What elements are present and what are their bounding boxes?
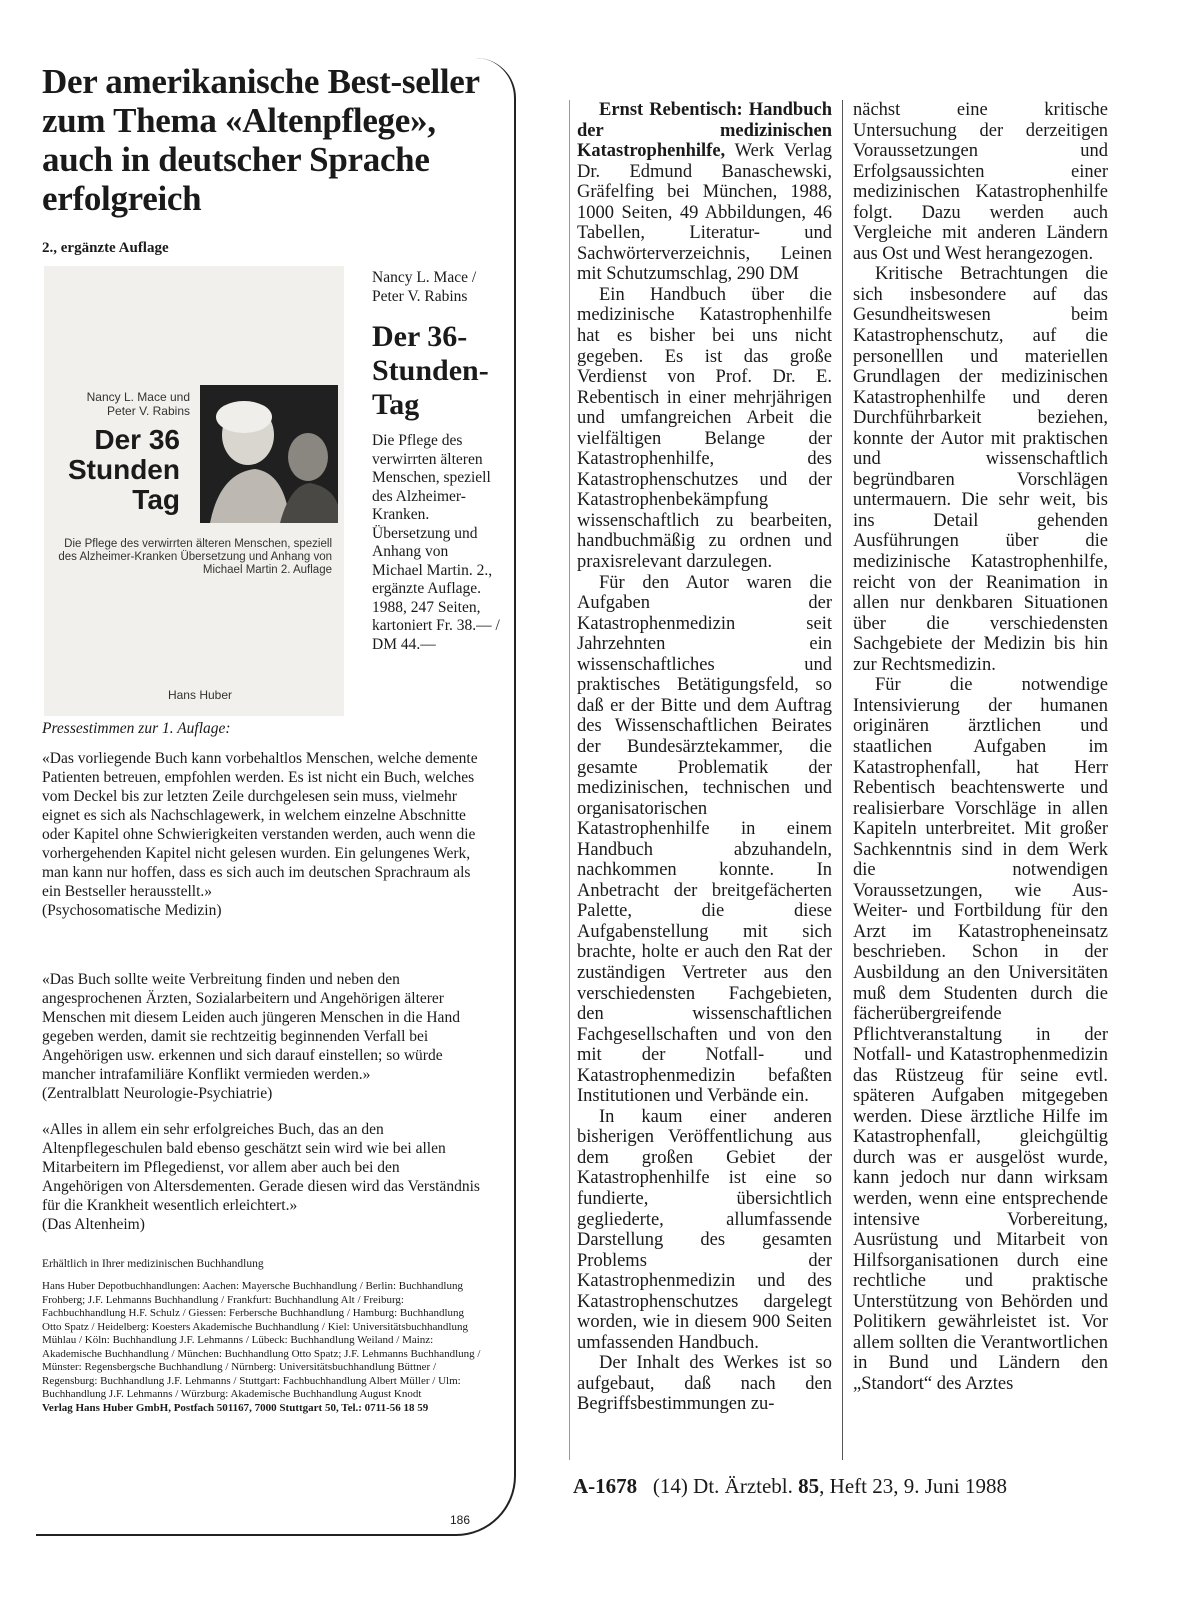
review-paragraph: Für die notwendige Intensivierung der humanen originären ärztlichen und staatlichen Aufgaben im Katastrophenfall, hat Herr Rebentisch beachtenswerte und realisierbare Vorschläge in allen Kapiteln unterbreitet. Mit großer Sachkenntnis sind in dem Werk die notwendigen Voraussetzungen, wie Aus-Weiter- und Fortbildung für den Arzt im Katastropheneinsatz beschrieben. Schon in der Ausbildung an den Universitäten muß dem Studenten durch die fächerübergreifende Pflichtveranstaltung in der Notfall- und Katastrophenmedizin das Rüstzeug für seine evtl. späteren Aufgaben mitgegeben werden. Diese ärztliche Hilfe im Katastrophenfall, gleichgültig durch was er ausgelöst wurde, kann jedoch nur dann wirksam werden, wenn eine entsprechende intensive Vorbereitung, Ausrüstung und Mitarbeit von Hilfsorganisationen durch eine rechtliche und praktische Unterstützung von Behörden und Politikern gewährleistet ist. Vor allem sollten die Verantwortlichen in Bund und Ländern den „Standort“ des Arztes [853, 675, 1108, 1394]
press-quote-text: «Das vorliegende Buch kann vorbehaltlos Menschen, welche demente Patienten betreuen, empfohlen werden. Es ist nicht ein Buch, welches vom Deckel bis zur letzten Zeile durchgelesen sein muss, vielmehr eignet es sich als Nachschlagewerk, in welchem einzelne Abschnitte oder Kapitel ohne Schwierigkeiten verstanden werden, auch wenn die vorhergehenden Kapitel nicht gelesen wurden. Ein gelungenes Werk, man kann nur hoffen, dass es sich auch im deutschen Sprachraum als ein Bestseller herausstellt.» [42, 750, 478, 900]
ad-book-description: Die Pflege des verwirrten älteren Menschen, speziell des Alzheimer-Kranken. Übersetzung und Anhang von Michael Martin. 2., ergänzte Auflage. 1988, 247 Seiten, kartoniert Fr. 38.— / DM 44.— [372, 432, 500, 653]
ad-headline: Der amerikanische Best-seller zum Thema «Altenpflege», auch in deutscher Sprache erfolgreich [42, 62, 480, 218]
ad-page-number: 186 [450, 1513, 471, 1527]
review-citation [577, 100, 832, 285]
dealer-text: Hans Huber Depotbuchhandlungen: Aachen: Mayersche Buchhandlung / Berlin: Buchhandlung Frohberg; J.F. Lehmanns Buchhandlung / Frankfurt: Buchhandlung Alt / Freiburg: Fachbuchhandlung H.F. Schulz / Giessen: Ferbersche Buchhandlung / Hamburg: Buchhandlung Otto Spatz / Heidelberg: Koesters Akademische Buchhandlung / Kiel: Universitätsbuchhandlung Mühlau / Köln: Buchhandlung J.F. Lehmanns / Lübeck: Buchhandlung Weiland / Mainz: Akademische Buchhandlung / München: Buchhandlung Otto Spatz; J.F. Lehmanns Buchhandlung / Münster: Regensbergsche Buchhandlung / Nürnberg: Universitätsbuchhandlung Büttner / Regensburg: Buchhandlung J.F. Lehmanns / Stuttgart: Fachbuchhandlung Albert Müller / Ulm: Buchhandlung J.F. Lehmanns / Würzburg: Akademische Buchhandlung August Knodt [42, 1280, 481, 1400]
cover-authors: Nancy L. Mace und Peter V. Rabins [86, 390, 190, 418]
press-quote-source: (Psychosomatische Medizin) [42, 902, 222, 919]
press-heading: Pressestimmen zur 1. Auflage: [42, 720, 231, 737]
press-quote [42, 970, 482, 1103]
cover-subtitle: Die Pflege des verwirrten älteren Menschen, speziell des Alzheimer-Kranken Übersetzung und Anhang von Michael Martin 2. Auflage [58, 538, 332, 576]
press-quote-text: «Alles in allem ein sehr erfolgreiches Buch, das an den Altenpflegeschulen bald ebenso geschätzt sein wird wie bei allen Mitarbeitern im Pflegedienst, vor allem aber auch bei den Angehörigen von Altersdementen. Gerade diesen wird das Verständnis für die Krankheit wesentlich erleichtert.» [42, 1121, 480, 1214]
footer-page-index: (14) [652, 1474, 688, 1498]
cover-title: Der 36 Stunden Tag [68, 424, 180, 515]
review-book-title: Ernst Rebentisch: Handbuch der medizinischen Katastrophenhilfe, [577, 100, 832, 162]
column-rule [569, 100, 570, 1460]
review-paragraph: nächst eine kritische Untersuchung der derzeitigen Voraussetzungen und Erfolgsaussichten einer medizinischen Katastrophenhilfe folgt. Dazu werden auch Vergleiche mit anderen Ländern aus Ost und West herangezogen. [853, 100, 1108, 264]
footer-volume: 85 [798, 1474, 820, 1498]
cover-publisher: Hans Huber [167, 688, 232, 702]
press-quote-source: (Das Altenheim) [42, 1216, 145, 1233]
review-paragraph: Kritische Betrachtungen die sich insbesondere auf das Gesundheitswesen beim Katastrophenschutz, auf die personelllen und materiellen Grundlagen der medizinischen Katastrophenhilfe und deren Durchführbarkeit beziehen, konnte der Autor mit praktischen und wissenschaftlich begründbaren Vorschlägen untermauern. Die sehr weit, bis ins Detail gehenden Ausführungen über die medizinische Katastrophenhilfe, reicht von der Reanimation in allen nur denkbaren Situationen über die verschiedensten Sachgebiete der Medizin bis hin zur Rechtsmedizin. [853, 264, 1108, 675]
press-quote [42, 1120, 482, 1234]
column-divider [842, 100, 843, 1460]
review-paragraph: Der Inhalt des Werkes ist so aufgebaut, daß nach den Begriffsbestimmungen zu- [577, 1353, 832, 1415]
press-quote [42, 749, 482, 920]
footer-code: A-1678 [573, 1474, 638, 1498]
press-quote-text: «Das Buch sollte weite Verbreitung finden und neben den angesprochenen Ärzten, Sozialarbeitern und Angehörigen älterer Menschen mit diesem Leiden auch jüngeren Menschen in die Hand gegeben werden, damit sie rechtzeitig beginnenden Verfall bei Angehörigen usw. erkennen und sich darauf einstellen; so würde mancher intrafamiliäre Konflikt vermieden werden.» [42, 971, 460, 1083]
ad-book-title: Der 36-Stunden-Tag [372, 320, 489, 421]
review-paragraph: In kaum einer anderen bisherigen Veröffentlichung aus dem großen Gebiet der Katastrophenhilfe ist eine so fundierte, übersichtlich gegliederte, allumfassende Darstellung des gesamten Problems der Katastrophenmedizin und des Katastrophenschutzes dargelegt worden, wie in diesem 900 Seiten umfassenden Handbuch. [577, 1106, 832, 1353]
ad-edition-note: 2., ergänzte Auflage [42, 240, 169, 256]
ad-book-authors: Nancy L. Mace / Peter V. Rabins [372, 269, 477, 305]
review-column-2 [853, 100, 1108, 1394]
publisher-line: Verlag Hans Huber GmbH, Postfach 501167, 7000 Stuttgart 50, Tel.: 0711-56 18 59 [42, 1401, 429, 1414]
ad-availability-note: Erhältlich in Ihrer medizinischen Buchhandlung [42, 1258, 264, 1270]
review-column-1 [577, 100, 832, 1415]
review-book-details: Werk Verlag Dr. Edmund Banaschewski, Gräfelfing bei München, 1988, 1000 Seiten, 49 Abbildungen, 46 Tabellen, Literatur- und Sachwörterverzeichnis, Leinen mit Schutzumschlag, 290 DM [577, 141, 832, 285]
footer-journal: Dt. Ärztebl. [693, 1474, 793, 1498]
press-quote-source: (Zentralblatt Neurologie-Psychiatrie) [42, 1085, 273, 1102]
review-paragraph: Für den Autor waren die Aufgaben der Katastrophenmedizin seit Jahrzehnten ein wissenschaftliches und praktisches Betätigungsfeld, so daß er der Bitte und dem Auftrag des Wissenschaftlichen Beirates der Bundesärztekammer, die gesamte Problematik der medizinischen, technischen und organisatorischen Katastrophenhilfe in einem Handbuch abzuhandeln, nachkommen konnte. In Anbetracht der breitgefächerten Palette, die diese Aufgabenstellung mit sich brachte, holte er auch den Rat der zuständigen Vertreter aus den verschiedensten Fachgebieten, den wissenschaftlichen Fachgesellschaften und von den mit der Notfall- und Katastrophenmedizin befaßten Institutionen und Verbände ein. [577, 572, 832, 1107]
ad-dealer-list [42, 1280, 482, 1415]
footer-issue: , Heft 23, 9. Juni 1988 [819, 1474, 1007, 1498]
page-footer [573, 1474, 1007, 1499]
cover-photo [200, 385, 338, 523]
review-paragraph: Ein Handbuch über die medizinische Katastrophenhilfe hat es bisher bei uns nicht gegeben. Es ist das große Verdienst von Prof. Dr. E. Rebentisch in einer mehrjährigen und umfangreichen Arbeit die vielfältigen Belange der Katastrophenhilfe, des Katastrophenschutzes und der Katastrophenbekämpfung wissenschaftlich zu bearbeiten, handbuchmäßig zu ordnen und praxisrelevant darzulegen. [577, 284, 832, 573]
